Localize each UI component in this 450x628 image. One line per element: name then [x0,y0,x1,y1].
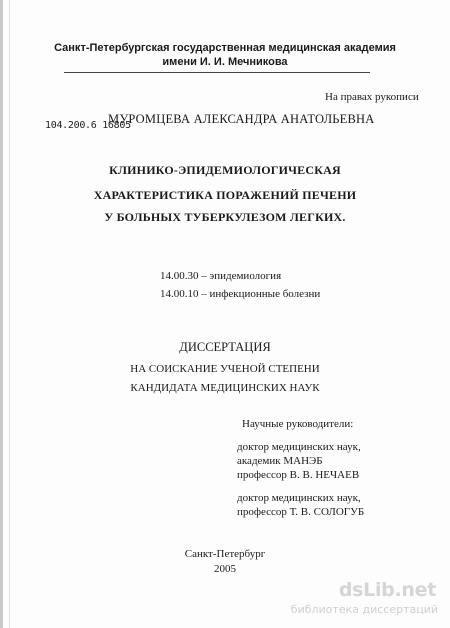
supervisor-1-title: академик МАНЭБ [237,455,323,467]
supervisor-1-degree: доктор медицинских наук, [237,441,361,453]
thesis-title-line-1: КЛИНИКО-ЭПИДЕМИОЛОГИЧЕСКАЯ [109,163,341,177]
dissertation-degree: КАНДИДАТА МЕДИЦИНСКИХ НАУК [130,382,320,394]
library-stamp: 104.200.6 16805 [45,120,131,131]
year: 2005 [214,563,236,575]
supervisor-2-name: профессор Т. В. СОЛОГУБ [237,506,365,518]
thesis-title-line-2: ХАРАКТЕРИСТИКА ПОРАЖЕНИЙ ПЕЧЕНИ [93,188,357,202]
watermark-subtitle: библиотека диссертаций [290,603,438,616]
specialty-2: 14.00.10 – инфекционные болезни [160,288,321,300]
rights-note: На правах рукописи [325,91,419,103]
watermark-logo: dsLib.net [338,579,436,601]
scan-edge [0,0,3,628]
dissertation-heading: ДИССЕРТАЦИЯ [179,340,271,354]
supervisor-2-degree: доктор медицинских наук, [237,492,361,504]
header-underline [64,72,370,73]
institution-name: Санкт-Петербургская государственная медицинская академия [54,42,396,54]
dissertation-purpose: НА СОИСКАНИЕ УЧЕНОЙ СТЕПЕНИ [130,363,320,375]
thesis-title-line-3: У БОЛЬНЫХ ТУБЕРКУЛЕЗОМ ЛЕГКИХ. [104,210,346,224]
supervisors-heading: Научные руководители: [242,418,354,430]
author-name: МУРОМЦЕВА АЛЕКСАНДРА АНАТОЛЬЕВНА [108,112,375,126]
supervisor-1-name: профессор В. В. НЕЧАЕВ [237,469,360,481]
specialty-1: 14.00.30 – эпидемиология [160,270,282,282]
city: Санкт-Петербург [184,548,266,560]
scan-edge-line [9,0,10,628]
institution-subname: имени И. И. Мечникова [162,56,288,68]
